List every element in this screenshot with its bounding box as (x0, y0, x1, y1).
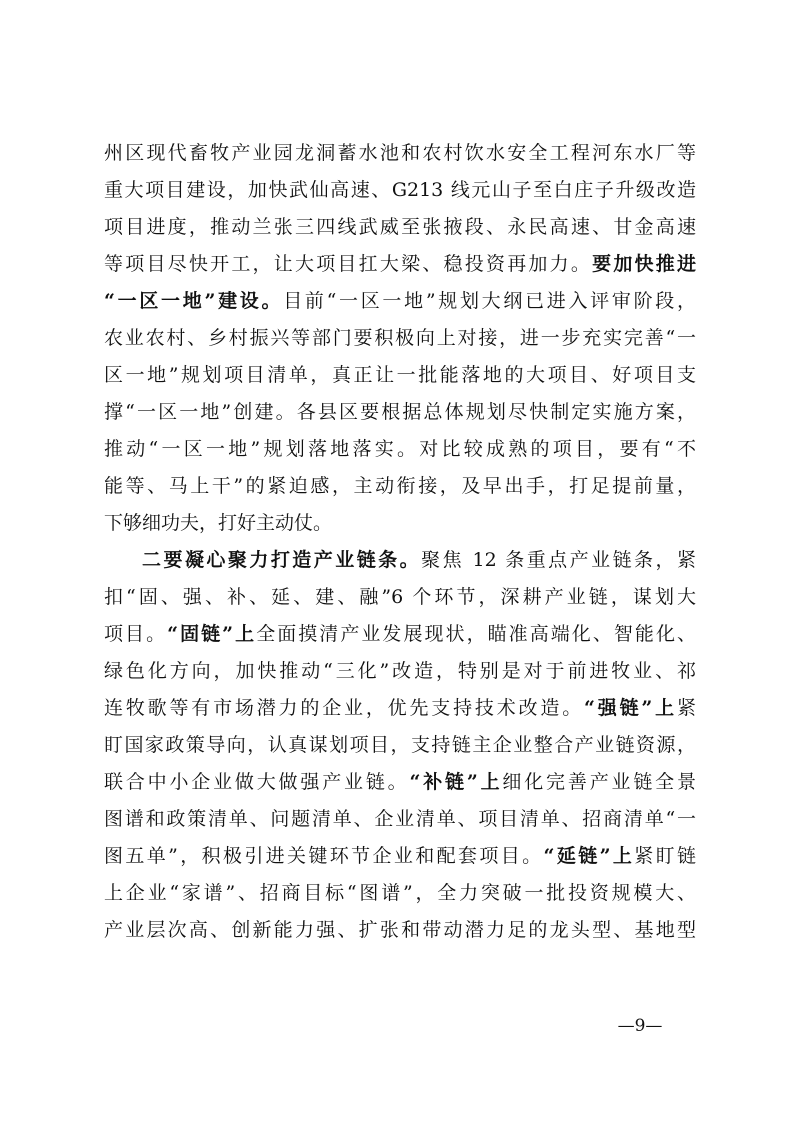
bold-heading-run: “一区一地”建设。 (104, 290, 284, 312)
text-run: 联合中小企业做大做强产业链。 (104, 771, 410, 793)
text-run: 农业农村、乡村振兴等部门要积极向上对接，进一步充实完善“一 (104, 327, 696, 349)
text-run: 区一地”规划项目清单，真正让一批能落地的大项目、好项目支 (104, 364, 696, 386)
bold-heading-run: “补链”上 (409, 771, 503, 793)
text-line (104, 394, 696, 431)
text-line (104, 579, 696, 616)
text-line (104, 542, 696, 579)
text-run: 聚焦 12 条重点产业链条，紧 (421, 549, 696, 571)
text-line (104, 764, 696, 801)
text-run: 州区现代畜牧产业园龙洞蓄水池和农村饮水安全工程河东水厂等 (104, 142, 696, 164)
text-line (104, 135, 696, 172)
text-line (104, 653, 696, 690)
section-heading: 二要凝心聚力打造产业链条。 (142, 549, 422, 571)
text-run: 图谱和政策清单、问题清单、企业清单、项目清单、招商清单“一 (104, 808, 696, 830)
bold-heading-run: 要加快推进 (592, 253, 696, 275)
paragraph-2 (104, 542, 696, 949)
bold-heading-run: “强链”上 (584, 697, 677, 719)
text-run: 等项目尽快开工，让大项目扛大梁、稳投资再加力。 (104, 253, 593, 275)
text-run: 紧 (676, 697, 696, 719)
text-line (104, 209, 696, 246)
text-line (104, 690, 696, 727)
text-line (104, 246, 696, 283)
text-run: 项目进度，推动兰张三四线武威至张掖段、永民高速、甘金高速 (104, 216, 696, 238)
document-body (104, 135, 696, 949)
text-run: 细化完善产业链全景 (502, 771, 696, 793)
text-run: 目前“一区一地”规划大纲已进入评审阶段， (283, 290, 696, 312)
text-run: 扣“固、强、补、延、建、融”6 个环节，深耕产业链，谋划大 (104, 586, 696, 608)
page-number: —9— (617, 1016, 663, 1036)
text-run: 图五单”，积极引进关键环节企业和配套项目。 (104, 845, 544, 867)
text-line (104, 172, 696, 209)
text-line (104, 912, 696, 949)
text-line (104, 616, 696, 653)
text-run: 撑“一区一地”创建。各县区要根据总体规划尽快制定实施方案， (104, 401, 696, 423)
text-line (104, 431, 696, 468)
text-line (104, 320, 696, 357)
text-line (104, 801, 696, 838)
text-line (104, 468, 696, 505)
bold-heading-run: “固链”上 (167, 623, 257, 645)
text-run: 能等、马上干”的紧迫感，主动衔接，及早出手，打足提前量， (104, 475, 696, 497)
bold-heading-run: “延链”上 (543, 845, 635, 867)
text-line (104, 727, 696, 764)
text-line (104, 505, 696, 542)
text-run: 下够细功夫，打好主动仗。 (104, 512, 333, 534)
text-line (104, 838, 696, 875)
text-line (104, 875, 696, 912)
text-run: 项目。 (104, 623, 168, 645)
text-run: 绿色化方向，加快推动“三化”改造，特别是对于前进牧业、祁 (104, 660, 696, 682)
text-run: 紧盯链 (634, 845, 696, 867)
text-run: 重大项目建设，加快武仙高速、G213 线元山子至白庄子升级改造 (104, 179, 696, 201)
text-line (104, 283, 696, 320)
text-line (104, 357, 696, 394)
paragraph-1 (104, 135, 696, 542)
text-run: 全面摸清产业发展现状，瞄准高端化、智能化、 (256, 623, 696, 645)
text-run: 产业层次高、创新能力强、扩张和带动潜力足的龙头型、基地型 (104, 919, 696, 941)
text-run: 连牧歌等有市场潜力的企业，优先支持技术改造。 (104, 697, 585, 719)
text-run: 盯国家政策导向，认真谋划项目，支持链主企业整合产业链资源， (104, 734, 696, 756)
text-run: 推动“一区一地”规划落地落实。对比较成熟的项目，要有“不 (104, 438, 696, 460)
text-run: 上企业“家谱”、招商目标“图谱”，全力突破一批投资规模大、 (104, 882, 696, 904)
